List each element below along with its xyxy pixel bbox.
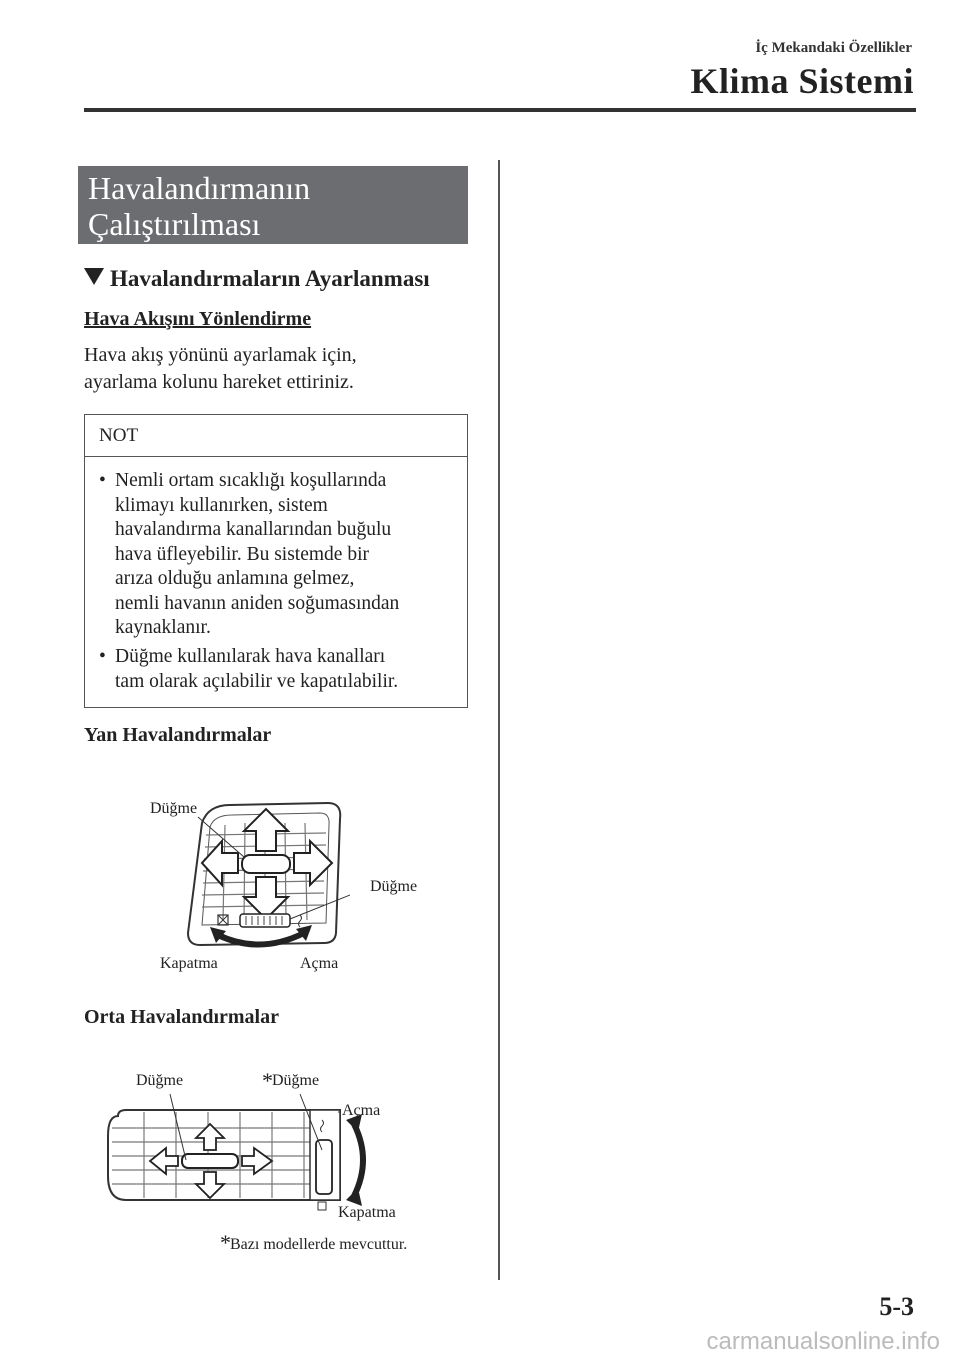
watermark: carmanualsonline.info [706, 1328, 940, 1355]
note-line: tam olarak açılabilir ve kapatılabilir. [115, 670, 399, 692]
note-line: Düğme kullanılarak hava kanalları [115, 646, 386, 667]
note-item [99, 645, 459, 694]
intro-text [84, 342, 474, 396]
topic-heading: Hava Akışını Yönlendirme [84, 308, 312, 330]
side-vent-open-label: Açma [300, 955, 339, 972]
note-line: kaynaklanır. [115, 617, 211, 638]
section-banner-line2: Çalıştırılması [88, 206, 261, 242]
header-rule [84, 108, 916, 112]
note-line: nemli havanın aniden soğumasından [115, 592, 400, 614]
bullet-icon: • [99, 470, 106, 491]
side-vent-illustration [180, 795, 350, 955]
page-number: 5-3 [879, 1292, 914, 1321]
note-line: klimayı kullanırken, sistem [115, 494, 328, 516]
note-header: NOT [85, 415, 467, 457]
side-vent-close-label: Kapatma [160, 955, 218, 972]
note-line: Nemli ortam sıcaklığı koşullarında [115, 470, 387, 491]
intro-line: ayarlama kolunu hareket ettiriniz. [84, 371, 354, 393]
side-vent-knob-label: Düğme [150, 800, 198, 817]
footnote: Bazı modellerde mevcuttur. [230, 1236, 408, 1253]
triangle-down-icon [84, 268, 104, 285]
center-vent-close-label: Kapatma [338, 1204, 396, 1221]
center-vents-heading: Orta Havalandırmalar [84, 1006, 279, 1028]
note-line: hava üfleyebilir. Bu sistemde bir [115, 543, 369, 565]
asterisk-icon: * [220, 1230, 231, 1255]
subsection-heading-text: Havalandırmaların Ayarlanması [110, 266, 430, 291]
subsection-heading [84, 266, 430, 292]
side-vents-heading: Yan Havalandırmalar [84, 724, 272, 746]
center-vent-dial-label: Düğme [272, 1072, 320, 1089]
header-title: Klima Sistemi [690, 61, 914, 101]
note-box [84, 414, 468, 708]
note-line: arıza olduğu anlamına gelmez, [115, 568, 355, 589]
section-banner [78, 166, 468, 244]
center-vent-open-label: Açma [342, 1102, 381, 1119]
note-item [99, 469, 459, 641]
intro-line: Hava akış yönünü ayarlamak için, [84, 344, 357, 366]
note-line: havalandırma kanallarından buğulu [115, 519, 392, 540]
center-vent-knob-label: Düğme [136, 1072, 184, 1089]
column-divider [498, 160, 500, 1280]
asterisk-icon: * [262, 1068, 273, 1093]
side-vent-dial-label: Düğme [370, 878, 418, 895]
bullet-icon: • [99, 646, 106, 667]
section-banner-line1: Havalandırmanın [88, 170, 311, 206]
chapter-label: İç Mekandaki Özellikler [755, 40, 912, 56]
